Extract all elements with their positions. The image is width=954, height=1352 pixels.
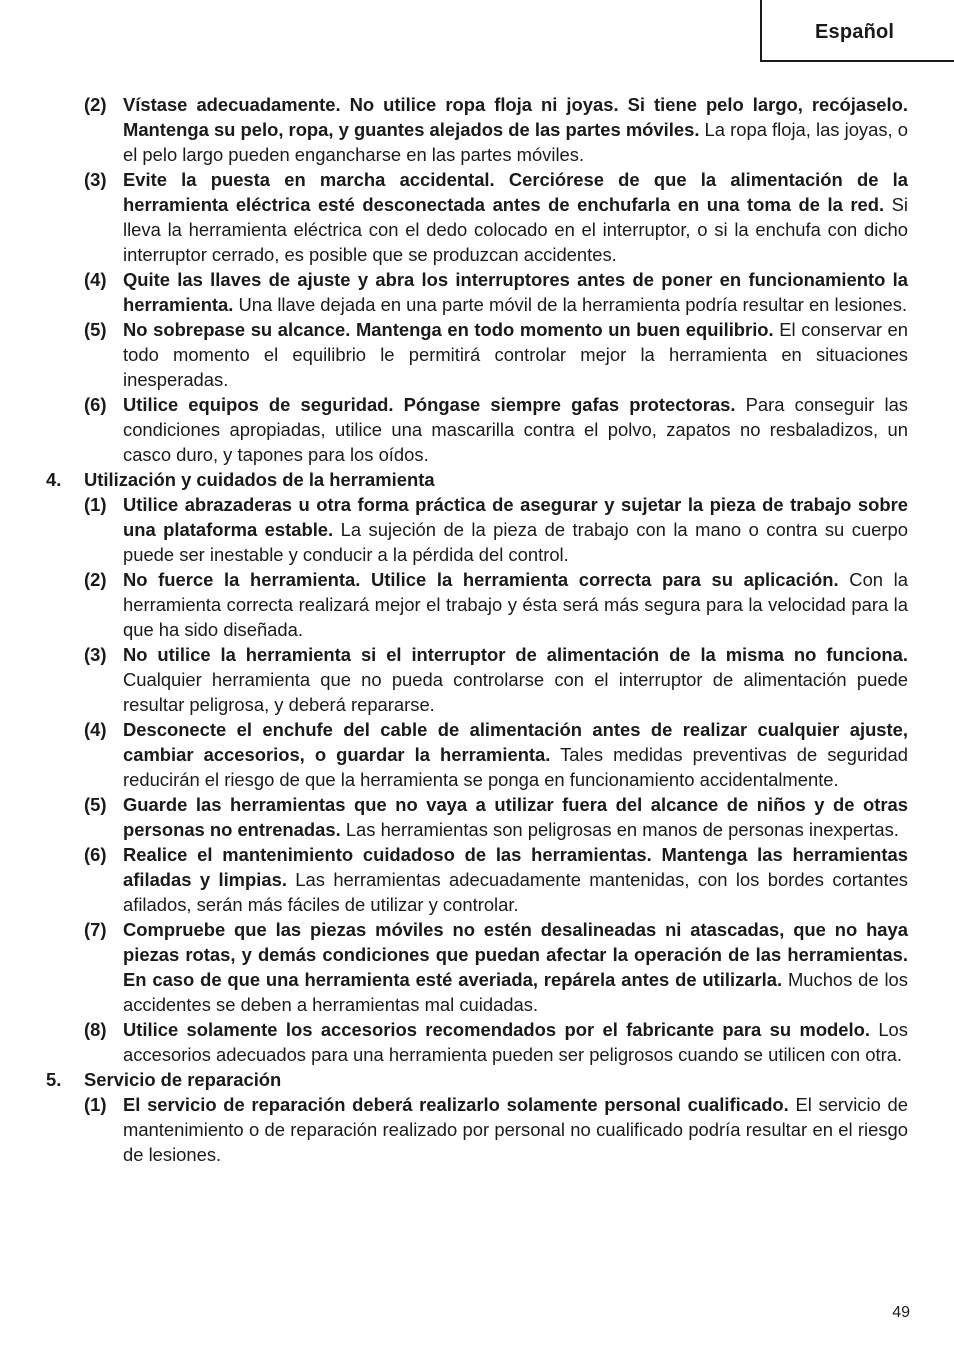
language-label: Español — [815, 21, 895, 43]
item-text: Los accesorios adecuados para una herramienta pueden ser peligrosos cuando se utilicen con otra. — [123, 1019, 908, 1065]
item-text: Si lleva la herramienta eléctrica con el dedo colocado en el interruptor, o si la enchufa con dicho interruptor cerrado, es posible que se produzcan accidentes. — [123, 194, 908, 265]
item-bold-text: Utilice solamente los accesorios recomendados por el fabricante para su modelo. — [123, 1019, 870, 1040]
list-item — [0, 317, 954, 392]
item-text: Las herramientas adecuadamente mantenidas, con los bordes cortantes afilados, serán más fáciles de utilizar y controlar. — [123, 869, 908, 915]
list-item — [0, 642, 954, 717]
item-bold-text: Quite las llaves de ajuste y abra los interruptores antes de poner en funcionamiento la herramienta. — [123, 269, 908, 315]
item-text: Cualquier herramienta que no pueda controlarse con el interruptor de alimentación puede resultar peligrosa, y deberá repararse. — [123, 669, 908, 715]
item-bold-text: Compruebe que las piezas móviles no estén desalineadas ni atascadas, que no haya piezas rotas, y demás condiciones que puedan afectar la operación de las herramientas. En caso de que una herramienta esté averiada, repárela antes de utilizarla. — [123, 919, 908, 990]
item-text: Las herramientas son peligrosas en manos de personas inexpertas. — [340, 819, 899, 840]
list-item — [0, 567, 954, 642]
item-text: Con la herramienta correcta realizará mejor el trabajo y ésta será más segura para la velocidad para la que ha sido diseñada. — [123, 569, 908, 640]
item-bold-text: Utilice equipos de seguridad. Póngase siempre gafas protectoras. — [123, 394, 736, 415]
list-item — [0, 917, 954, 1017]
item-number: (1) — [84, 494, 107, 515]
document-body — [0, 92, 954, 1167]
section-heading — [0, 467, 954, 492]
list-item — [0, 1092, 954, 1167]
list-item — [0, 1017, 954, 1067]
page-number: 49 — [892, 1304, 910, 1321]
item-bold-text: No fuerce la herramienta. Utilice la herramienta correcta para su aplicación. — [123, 569, 839, 590]
item-text: El conservar en todo momento el equilibrio le permitirá controlar mejor la herramienta en situaciones inesperadas. — [123, 319, 908, 390]
list-item — [0, 842, 954, 917]
item-bold-text: Realice el mantenimiento cuidadoso de las herramientas. Mantenga las herramientas afiladas y limpias. — [123, 844, 908, 890]
language-tab — [760, 0, 954, 62]
item-text: Para conseguir las condiciones apropiadas, utilice una mascarilla contra el polvo, zapatos no resbaladizos, un casco duro, y tapones para los oídos. — [123, 394, 908, 465]
item-number: (4) — [84, 719, 107, 740]
item-bold-text: No utilice la herramienta si el interruptor de alimentación de la misma no funciona. — [123, 644, 908, 665]
list-item — [0, 267, 954, 317]
item-text: Muchos de los accidentes se deben a herramientas mal cuidadas. — [123, 969, 908, 1015]
section-heading — [0, 1067, 954, 1092]
item-number: (5) — [84, 794, 107, 815]
section-number: 4. — [46, 469, 62, 490]
item-text: La ropa floja, las joyas, o el pelo largo pueden engancharse en las partes móviles. — [123, 119, 908, 165]
item-number: (3) — [84, 169, 107, 190]
item-number: (1) — [84, 1094, 107, 1115]
item-number: (3) — [84, 644, 107, 665]
item-bold-text: Vístase adecuadamente. No utilice ropa floja ni joyas. Si tiene pelo largo, recójaselo. Mantenga su pelo, ropa, y guantes alejados de las partes móviles. — [123, 94, 908, 140]
section-title: Utilización y cuidados de la herramienta — [84, 469, 435, 490]
item-bold-text: El servicio de reparación deberá realizarlo solamente personal cualificado. — [123, 1094, 789, 1115]
section-number: 5. — [46, 1069, 62, 1090]
item-bold-text: No sobrepase su alcance. Mantenga en todo momento un buen equilibrio. — [123, 319, 774, 340]
list-item — [0, 392, 954, 467]
item-bold-text: Desconecte el enchufe del cable de alimentación antes de realizar cualquier ajuste, cambiar accesorios, o guardar la herramienta. — [123, 719, 908, 765]
item-number: (2) — [84, 94, 107, 115]
item-text: El servicio de mantenimiento o de reparación realizado por personal no cualificado podría resultar en el riesgo de lesiones. — [123, 1094, 908, 1165]
list-item — [0, 717, 954, 792]
list-item — [0, 492, 954, 567]
item-number: (5) — [84, 319, 107, 340]
item-text: La sujeción de la pieza de trabajo con la mano o contra su cuerpo puede ser inestable y conducir a la pérdida del control. — [123, 519, 908, 565]
list-item — [0, 792, 954, 842]
item-number: (7) — [84, 919, 107, 940]
item-bold-text: Guarde las herramientas que no vaya a utilizar fuera del alcance de niños y de otras personas no entrenadas. — [123, 794, 908, 840]
item-text: Tales medidas preventivas de seguridad reducirán el riesgo de que la herramienta se ponga en funcionamiento accidentalmente. — [123, 744, 908, 790]
item-number: (2) — [84, 569, 107, 590]
item-number: (8) — [84, 1019, 107, 1040]
section-title: Servicio de reparación — [84, 1069, 282, 1090]
list-item — [0, 167, 954, 267]
item-number: (6) — [84, 844, 107, 865]
list-item — [0, 92, 954, 167]
item-number: (4) — [84, 269, 107, 290]
item-text: Una llave dejada en una parte móvil de la herramienta podría resultar en lesiones. — [233, 294, 908, 315]
item-bold-text: Evite la puesta en marcha accidental. Cerciórese de que la alimentación de la herramienta eléctrica esté desconectada antes de enchufarla en una toma de la red. — [123, 169, 908, 215]
item-bold-text: Utilice abrazaderas u otra forma práctica de asegurar y sujetar la pieza de trabajo sobre una plataforma estable. — [123, 494, 908, 540]
item-number: (6) — [84, 394, 107, 415]
